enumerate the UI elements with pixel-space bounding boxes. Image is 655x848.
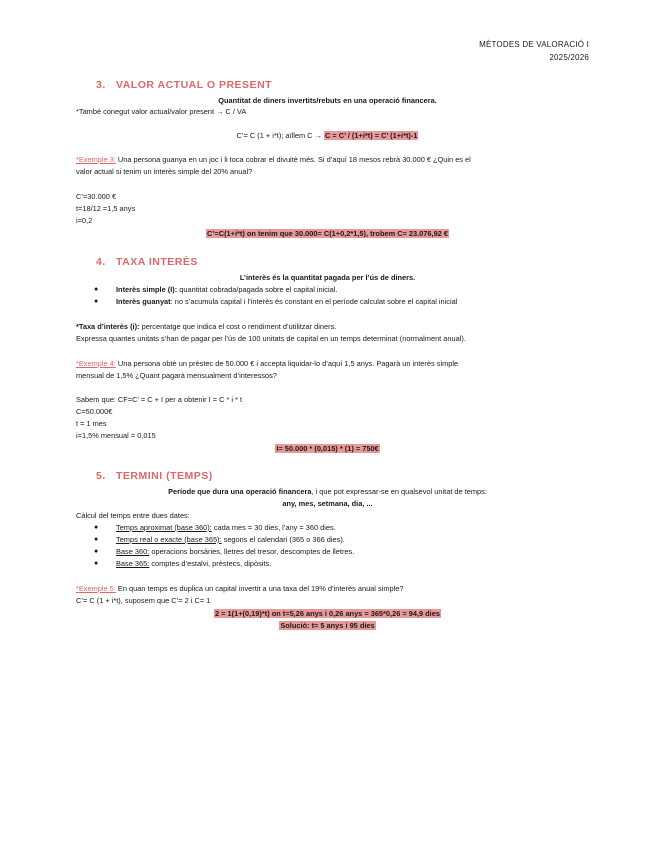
- section-3-heading: [96, 79, 272, 91]
- section-3-number: 3.: [96, 79, 106, 91]
- formula-highlight: C = C’ / (1+i*t) = C’ (1+i*t)-1: [325, 131, 418, 140]
- example-3-line-2: valor actual si tenim un interès simple del 20% anual?: [76, 167, 253, 176]
- example-5-result-2-highlight: Solució: t= 5 anys i 95 dies: [280, 621, 375, 630]
- section-3-note: *També conegut valor actual/valor present → C / VA: [76, 107, 247, 116]
- example-4-data-1: Sabem que: CF=C’ = C + I per a obtenir I = C * i * t: [76, 395, 243, 404]
- example-5-result-1: [76, 609, 579, 618]
- section-5-title: TERMINI (TEMPS): [116, 470, 213, 482]
- example-3-data-1: C’=30.000 €: [76, 192, 117, 201]
- bullet-text: operacions borsàries, lletres del tresor, descomptes de lletres.: [149, 547, 355, 556]
- example-3-data-3: i=0,2: [76, 216, 93, 225]
- header-course-title: MÈTODES DE VALORACIÓ I: [479, 40, 589, 49]
- bullet-text: quantitat cobrada/pagada sobre el capital inicial.: [177, 285, 338, 294]
- section-4-subtitle: L’interès és la quantitat pagada per l’ús de diners.: [239, 273, 416, 282]
- section-5-subtitle-bold: Període que dura una operació financera: [168, 487, 312, 496]
- bullet-text: segons el calendari (365 o 366 dies).: [221, 535, 345, 544]
- bullet-text: comptes d’estalvi, prèstecs, dipòsits.: [149, 559, 272, 568]
- example-3-result: [76, 229, 579, 238]
- section-4-number: 4.: [96, 256, 106, 268]
- bullet-icon: ●: [94, 560, 99, 567]
- calc-intro: Càlcul del temps entre dues dates:: [76, 511, 190, 520]
- taxa-text: percentatge que indica el cost o rendiment d’utilitzar diners.: [139, 322, 337, 331]
- taxa-explanation: Expressa quantes unitats s’han de pagar per l’ús de 100 unitats de capital en un temps determinat (normalment anual).: [76, 334, 466, 343]
- example-4-result: [76, 444, 579, 453]
- bullet-icon: ●: [94, 298, 99, 305]
- bullet-text: : no s’acumula capital i l’interès és constant en el període calculat sobre el capital inicial: [170, 297, 458, 306]
- example-4-line-1: [76, 359, 458, 369]
- bullet-label: Temps aproximat (base 360):: [116, 523, 212, 532]
- example-3-text: Una persona guanya en un joc i li toca cobrar el divuitè mès. Si d’aquí 18 mesos rebrà 30.000 € ¿Quin es el: [115, 155, 471, 164]
- section-5-subtitle: [76, 487, 579, 496]
- section-4-title: TAXA INTERÈS: [116, 256, 198, 268]
- taxa-label: *Taxa d’interès (i):: [76, 322, 140, 331]
- example-4-data-2: C=50.000€: [76, 407, 113, 416]
- example-3-line-1: [76, 155, 471, 165]
- section-5-number: 5.: [96, 470, 106, 482]
- example-5-label: *Exemple 5:: [76, 584, 116, 593]
- example-4-data-4: i=1,5% mensual = 0,015: [76, 431, 156, 440]
- example-5-text: En quan temps es duplica un capital invertit a una taxa del 19% d’interès anual simple?: [115, 584, 404, 593]
- bullet-label: Interès guanyat: [116, 297, 171, 306]
- header-academic-year: 2025/2026: [549, 53, 589, 62]
- section-3-title: VALOR ACTUAL O PRESENT: [116, 79, 273, 91]
- bullet-icon: ●: [94, 286, 99, 293]
- example-5-line-1: [76, 584, 403, 594]
- time-units: any, mes, setmana, dia, ...: [282, 499, 373, 508]
- bullet-text: cada mes = 30 dies, l’any = 360 dies.: [211, 523, 336, 532]
- section-5-subtitle-rest: , i que pot expressar-se en qualsevol unitat de temps:: [311, 487, 487, 496]
- example-5-result-1-highlight: 2 = 1(1+(0,19)*t) on t=5,26 anys i 0,26 anys = 365*0,26 = 94,9 dies: [215, 609, 440, 618]
- bullet-icon: ●: [94, 548, 99, 555]
- example-3-result-highlight: C’=C(1+i*t) on tenim que 30.000= C(1+0,2*1,5), trobem C= 23.076,92 €: [207, 229, 448, 238]
- bullet-label: Temps real o exacte (base 365):: [116, 535, 222, 544]
- section-4-heading: [96, 256, 198, 268]
- section-5-heading: [96, 470, 213, 482]
- bullet-label: Base 365:: [116, 559, 150, 568]
- example-4-label: *Exemple 4:: [76, 359, 116, 368]
- taxa-definition: [76, 322, 336, 332]
- bullet-label: Base 360:: [116, 547, 150, 556]
- bullet-icon: ●: [94, 524, 99, 531]
- example-4-line-2: mensual de 1,5% ¿Quant pagarà mensualment d’interessos?: [76, 371, 277, 380]
- example-5-line-2: C’= C (1 + i*t), suposem que C’= 2 i C= 1: [76, 596, 211, 605]
- example-4-result-highlight: I= 50.000 * (0,015) * (1) = 750€: [276, 444, 379, 453]
- example-5-result-2: [76, 621, 579, 630]
- formula-text: C’= C (1 + i*t); aïllem C →: [236, 131, 325, 140]
- bullet-label: Interès simple (I):: [116, 285, 178, 294]
- example-4-data-3: t = 1 mes: [76, 419, 107, 428]
- example-4-text: Una persona obtè un prèstec de 50.000 € i accepta liquidar-lo d’aquí 1,5 anys. Pagarà un interès simple: [115, 359, 459, 368]
- example-3-label: *Exemple 3:: [76, 155, 116, 164]
- section-3-formula: [76, 131, 579, 140]
- example-3-data-2: t=18/12 =1,5 anys: [76, 204, 136, 213]
- section-3-subtitle: Quantitat de diners invertits/rebuts en una operació financera.: [218, 96, 437, 105]
- bullet-icon: ●: [94, 536, 99, 543]
